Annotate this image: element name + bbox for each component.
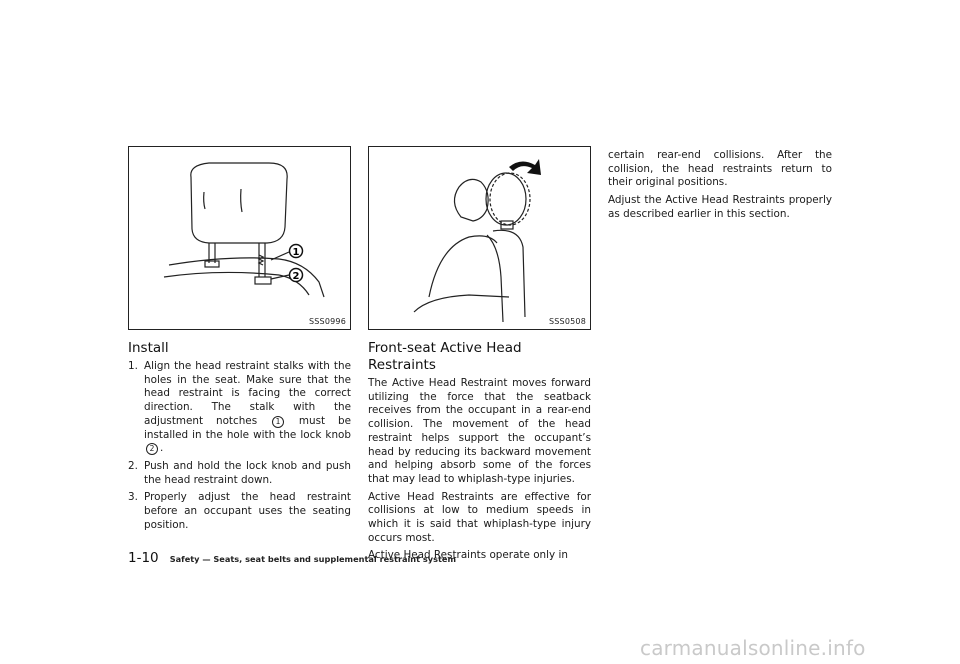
- callout-1-icon: [290, 245, 303, 259]
- list-item: [128, 491, 351, 532]
- callout-2-icon: [290, 269, 303, 283]
- step-text: .: [160, 442, 164, 455]
- paragraph: Active Head Restraints operate only in: [368, 549, 568, 562]
- page-footer: [128, 547, 456, 566]
- arrow-icon: [509, 159, 541, 175]
- figure-active-head-restraint: [368, 146, 591, 330]
- active-head-restraints-section: [368, 340, 591, 567]
- paragraph: The Active Head Restraint moves forward utilizing the force that the seatback receives from the occupant in a rear-end collision. The movement of the head restraint helps support the occupant’s head by reducing its backward movement and helping absorb some of the forces that may lead to whiplash-type injuries.: [368, 377, 591, 485]
- head-restraint-illustration: [129, 147, 352, 331]
- callout-2-label: 2: [292, 271, 300, 282]
- step-number: 2.: [128, 459, 138, 472]
- step-number: 3.: [128, 491, 138, 504]
- step-text: Align the head restraint stalks with the holes in the seat. Make sure that the head restraint is facing the correct direction. The stalk with the adjustment notches: [144, 360, 351, 427]
- watermark: carmanualsonline.info: [640, 636, 866, 660]
- active-heading: Front-seat Active Head Restraints: [368, 340, 522, 373]
- active-head-restraint-illustration: [369, 147, 592, 331]
- callout-2-icon: 2: [146, 443, 158, 455]
- section-title: Safety — Seats, seat belts and supplemental restraint system: [169, 554, 456, 564]
- list-item: [128, 360, 351, 456]
- page-number: 1-10: [128, 550, 159, 566]
- step-text: Push and hold the lock knob and push the head restraint down.: [144, 459, 351, 486]
- continued-section: [608, 149, 832, 226]
- paragraph: Active Head Restraints are effective for collisions at low to medium speeds in which it is said that whiplash-type injury occurs most.: [368, 490, 591, 544]
- list-item: [128, 460, 351, 487]
- paragraph: Adjust the Active Head Restraints properly as described earlier in this section.: [608, 194, 832, 220]
- callout-1-label: 1: [292, 247, 300, 258]
- paragraph: certain rear-end collisions. After the collision, the head restraints return to their original positions.: [608, 149, 832, 189]
- figure-head-restraint-install: [128, 146, 351, 330]
- step-number: 1.: [128, 360, 138, 372]
- step-text: must be installed in the hole with the lock knob: [144, 414, 351, 441]
- step-text: Properly adjust the head restraint before an occupant uses the seating position.: [144, 491, 351, 531]
- figure-code: SSS0508: [549, 317, 586, 326]
- callout-1-icon: 1: [272, 416, 284, 428]
- install-section: [128, 340, 351, 536]
- install-steps: [128, 360, 351, 532]
- install-heading: Install: [128, 340, 169, 356]
- figure-code: SSS0996: [309, 317, 346, 326]
